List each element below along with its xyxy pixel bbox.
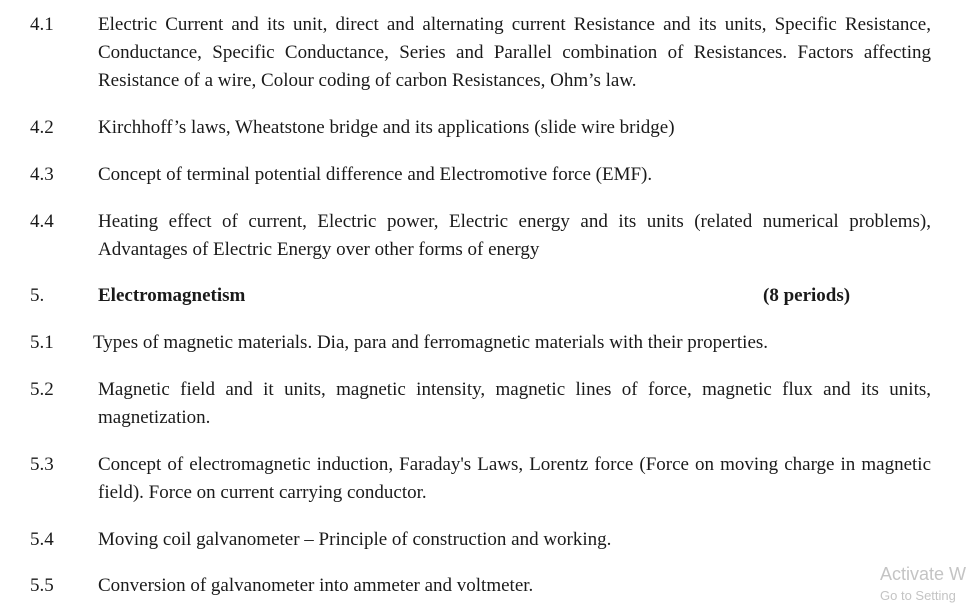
topic-text: Magnetic field and it units, magnetic intensity, magnetic lines of force, magnetic flux and its units, magnetization.: [98, 379, 931, 428]
section-title: Electromagnetism: [98, 285, 246, 306]
topic-text: Conversion of galvanometer into ammeter and voltmeter.: [98, 575, 534, 596]
section-number: 5.: [30, 285, 45, 306]
topic-text: Kirchhoff’s laws, Wheatstone bridge and its applications (slide wire bridge): [98, 117, 675, 138]
topic-number: 5.3: [30, 454, 54, 475]
topic-number: 5.5: [30, 575, 54, 596]
section-periods: (8 periods): [763, 285, 851, 306]
topic-text: Types of magnetic materials. Dia, para and ferromagnetic materials with their properties.: [93, 332, 769, 353]
topic-number: 4.3: [30, 164, 54, 185]
topic-number: 4.4: [30, 211, 54, 232]
topic-number: 5.4: [30, 529, 54, 550]
topic-text: Concept of terminal potential difference and Electromotive force (EMF).: [98, 164, 653, 185]
watermark-title: Activate W: [880, 564, 967, 584]
topic-number: 5.2: [30, 379, 54, 400]
topic-text: Electric Current and its unit, direct and alternating current Resistance and its units, Specific Resistance, Conductance, Specific Conductance, Series and Parallel combination of Resistances. Factors affecting Resistance of a wire, Colour coding of carbon Resistances, Ohm’s law.: [98, 14, 931, 91]
topic-text: Moving coil galvanometer – Principle of construction and working.: [98, 529, 612, 550]
topic-number: 5.1: [30, 332, 54, 353]
topic-number: 4.2: [30, 117, 54, 138]
topic-text: Heating effect of current, Electric power, Electric energy and its units (related numerical problems), Advantages of Electric Energy over other forms of energy: [98, 211, 931, 260]
activation-watermark: [880, 562, 966, 605]
topic-number: 4.1: [30, 14, 54, 35]
topic-text: Concept of electromagnetic induction, Faraday's Laws, Lorentz force (Force on moving charge in magnetic field). Force on current carrying conductor.: [98, 454, 931, 503]
watermark-subtitle: Go to Setting: [880, 588, 956, 603]
